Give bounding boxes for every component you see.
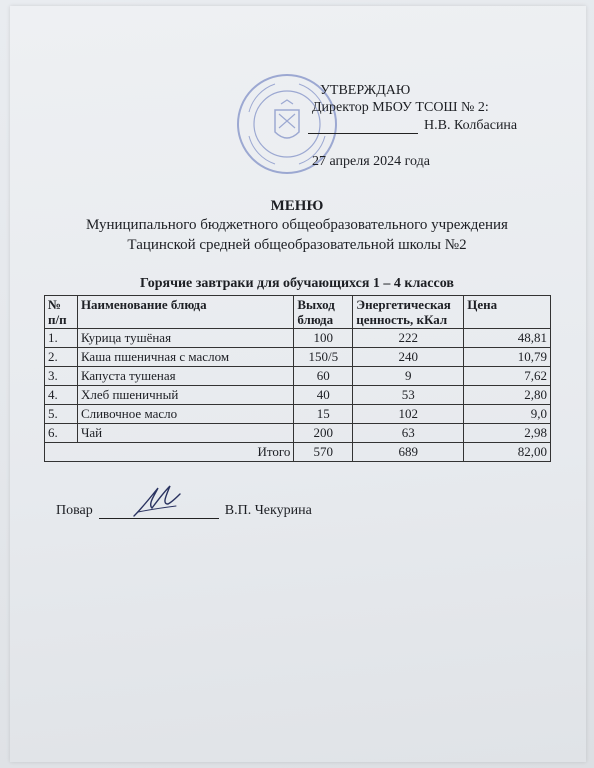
dish-energy: 102 — [353, 405, 464, 424]
menu-title: МЕНЮ — [270, 198, 324, 214]
approve-word: УТВЕРЖДАЮ — [320, 83, 411, 98]
header-output: Выход блюда — [294, 296, 353, 329]
row-number: 5. — [45, 405, 78, 424]
dish-name: Хлеб пшеничный — [77, 386, 293, 405]
table-header-row — [45, 296, 551, 329]
approval-block — [312, 82, 518, 134]
row-number: 3. — [45, 367, 78, 386]
cook-label: Повар — [56, 503, 93, 518]
total-label: Итого — [45, 443, 294, 462]
header-energy: Энергетическая ценность, кКал — [353, 296, 464, 329]
dish-name: Капуста тушеная — [77, 367, 293, 386]
dish-output: 40 — [294, 386, 353, 405]
cook-name: В.П. Чекурина — [224, 503, 312, 518]
table-row — [45, 424, 551, 443]
dish-energy: 53 — [353, 386, 464, 405]
dish-energy: 240 — [353, 348, 464, 367]
director-signature-line — [308, 117, 517, 134]
row-number: 2. — [45, 348, 78, 367]
table-row — [45, 348, 551, 367]
approval-date: 27 апреля 2024 года — [312, 154, 430, 169]
dish-name: Чай — [77, 424, 293, 443]
table-row — [45, 386, 551, 405]
dish-name: Каша пшеничная с маслом — [77, 348, 293, 367]
school-line-2: Тацинской средней общеобразовательной школы №2 — [127, 237, 467, 253]
dish-price: 7,62 — [464, 367, 551, 386]
row-number: 1. — [45, 329, 78, 348]
dish-price: 48,81 — [464, 329, 551, 348]
dish-price: 2,80 — [464, 386, 551, 405]
total-energy: 689 — [353, 443, 464, 462]
cook-handwritten-signature — [128, 482, 188, 520]
header-price: Цена — [464, 296, 551, 329]
row-number: 4. — [45, 386, 78, 405]
signature-underline — [308, 133, 418, 134]
menu-table — [44, 295, 551, 462]
dish-output: 60 — [294, 367, 353, 386]
total-output: 570 — [294, 443, 353, 462]
dish-price: 9,0 — [464, 405, 551, 424]
director-line: Директор МБОУ ТСОШ № 2: — [312, 100, 489, 115]
dish-energy: 63 — [353, 424, 464, 443]
dish-name: Курица тушёная — [77, 329, 293, 348]
dish-name: Сливочное масло — [77, 405, 293, 424]
row-number: 6. — [45, 424, 78, 443]
total-row — [45, 443, 551, 462]
header-dish: Наименование блюда — [77, 296, 293, 329]
table-row — [45, 367, 551, 386]
header-number: № п/п — [45, 296, 78, 329]
director-name: Н.В. Колбасина — [424, 118, 518, 133]
dish-energy: 9 — [353, 367, 464, 386]
menu-subtitle: Горячие завтраки для обучающихся 1 – 4 классов — [140, 276, 454, 291]
dish-output: 200 — [294, 424, 353, 443]
dish-price: 10,79 — [464, 348, 551, 367]
total-price: 82,00 — [464, 443, 551, 462]
dish-output: 100 — [294, 329, 353, 348]
table-row — [45, 329, 551, 348]
table-row — [45, 405, 551, 424]
dish-output: 15 — [294, 405, 353, 424]
dish-energy: 222 — [353, 329, 464, 348]
dish-price: 2,98 — [464, 424, 551, 443]
school-line-1: Муниципального бюджетного общеобразовательного учреждения — [86, 217, 508, 233]
dish-output: 150/5 — [294, 348, 353, 367]
